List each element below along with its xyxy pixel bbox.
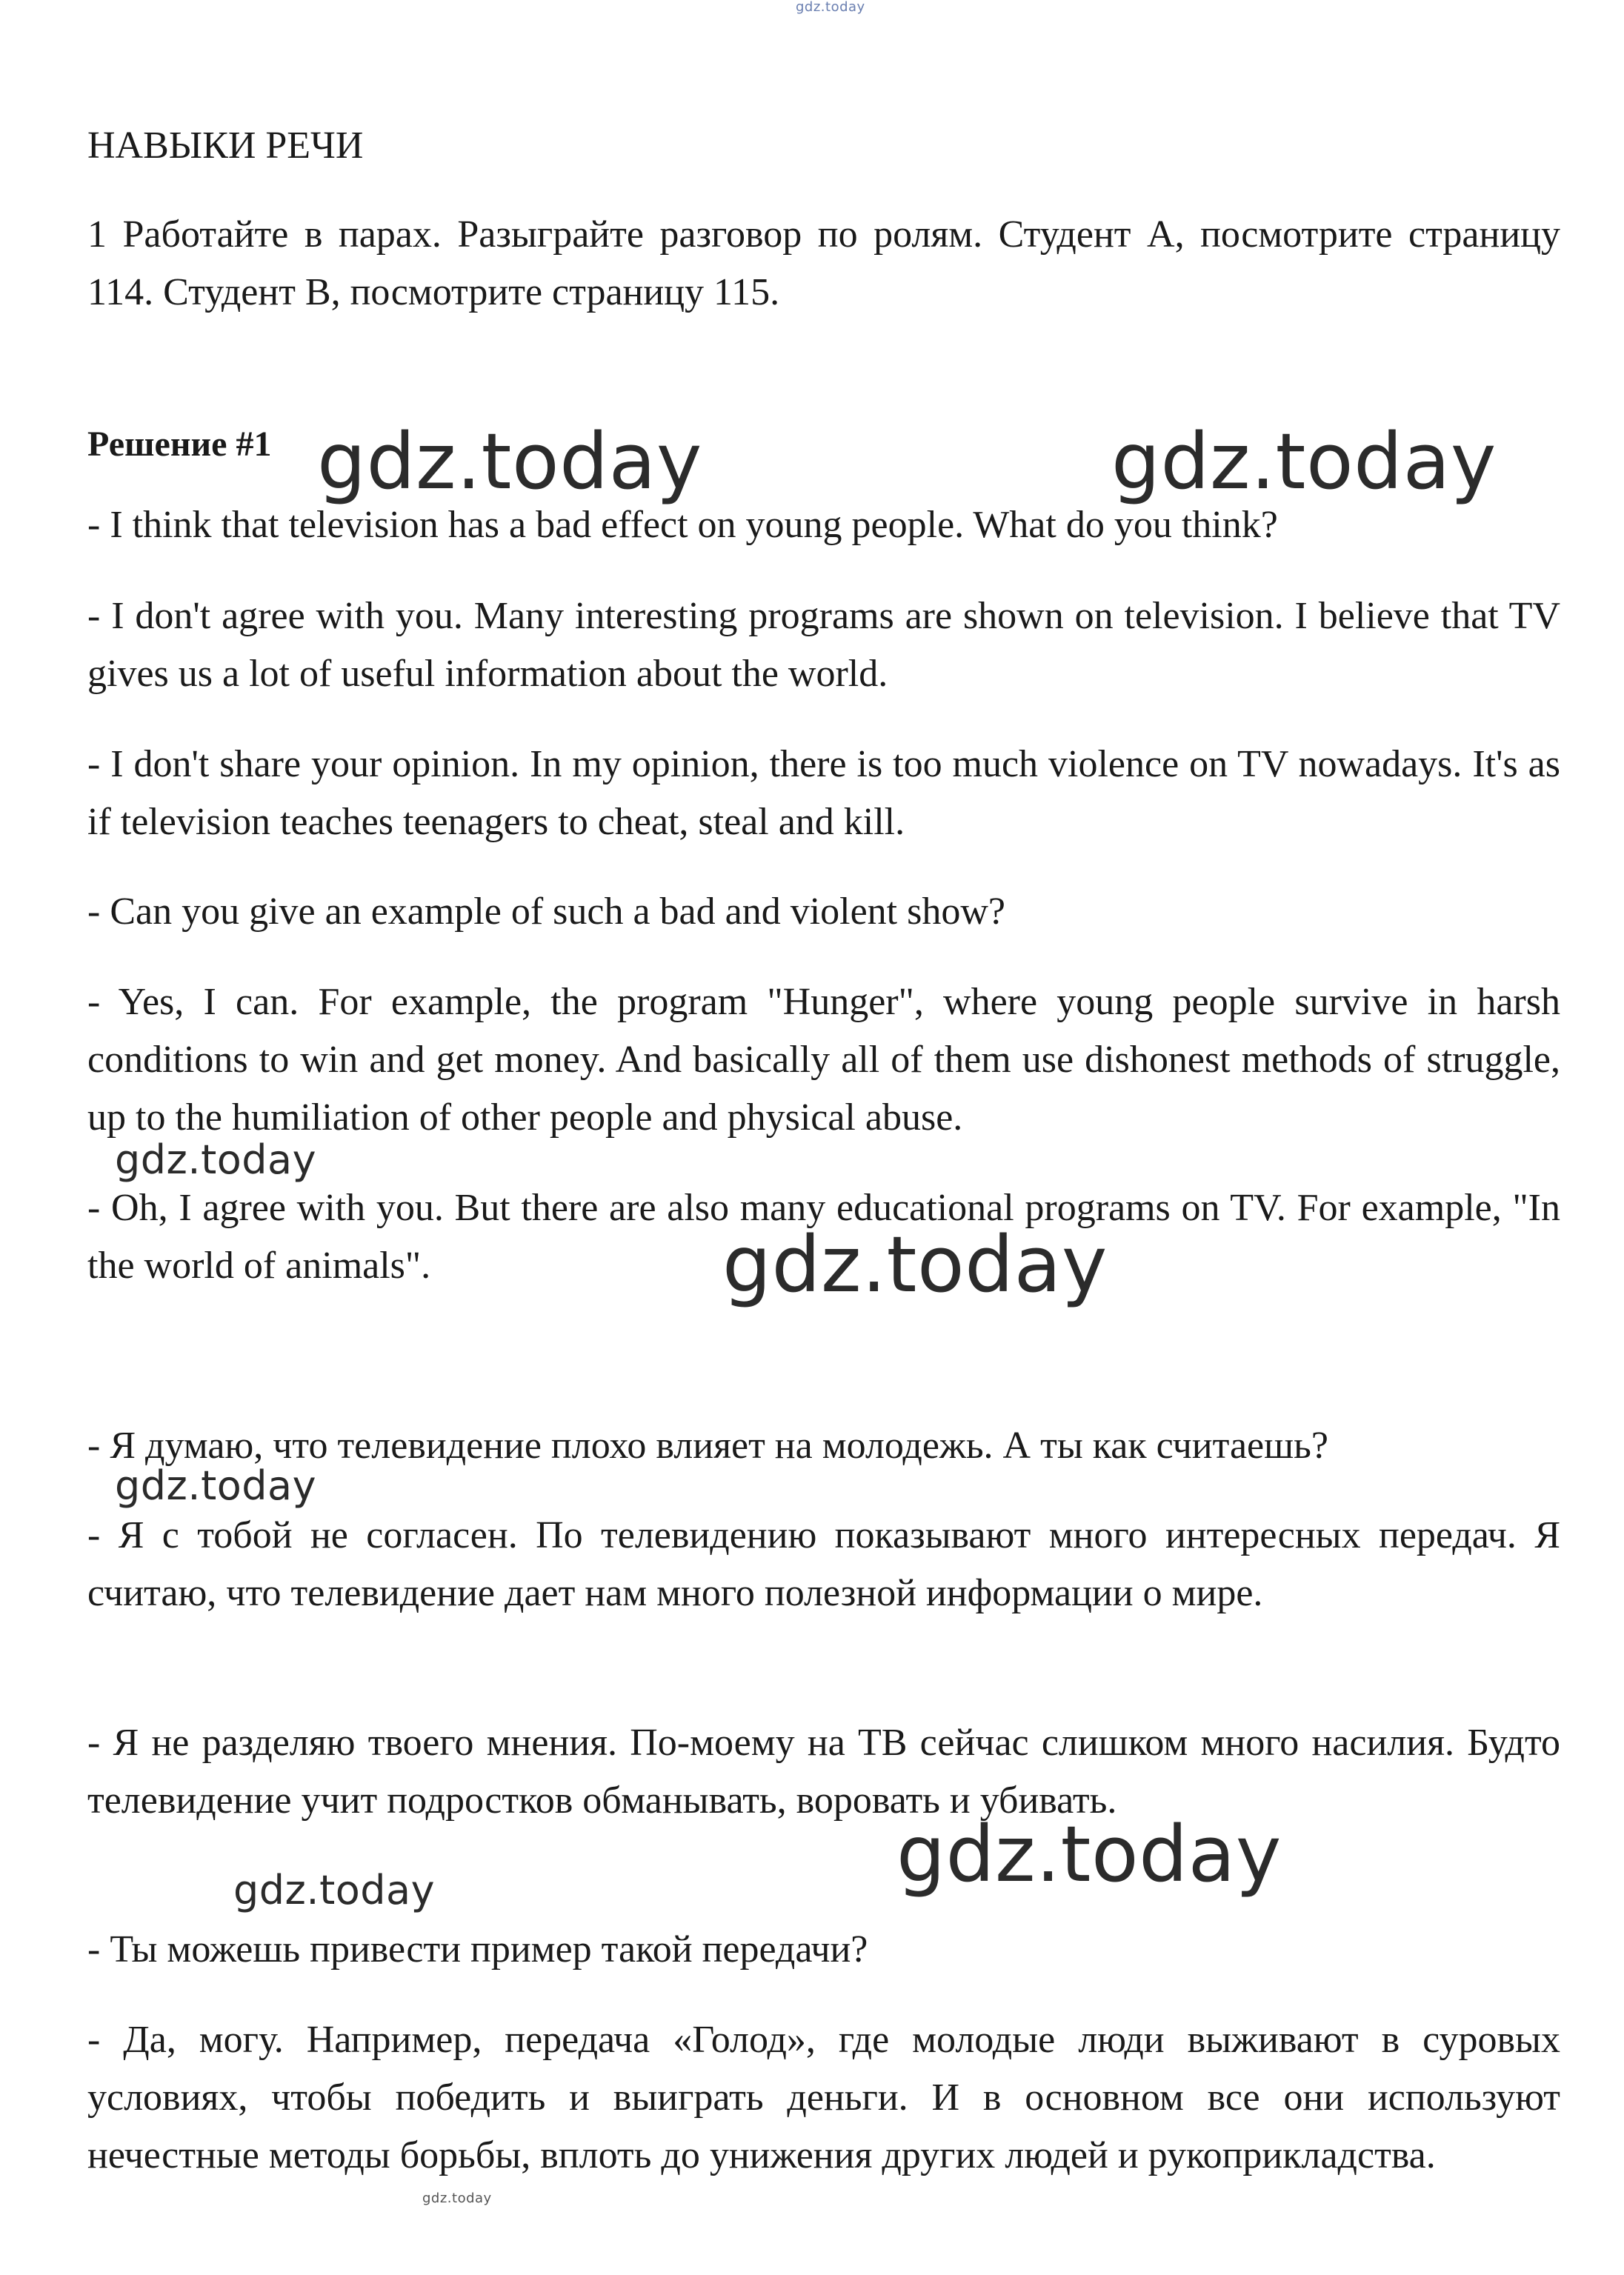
english-line-3: - I don't share your opinion. In my opinion, there is too much violence on TV nowadays. It's as if television teaches teenagers to cheat, steal and kill. bbox=[87, 743, 1560, 843]
watermark-6: gdz.today bbox=[896, 1809, 1282, 1899]
english-line-2: - I don't agree with you. Many interesting programs are shown on television. I believe that TV gives us a lot of useful information about the world. bbox=[87, 595, 1560, 695]
english-line-5: - Yes, I can. For example, the program "Hunger", where young people survive in harsh conditions to win and get money. And basically all of them use dishonest methods of struggle, up to the humiliation of other people and physical abuse. bbox=[87, 981, 1560, 1139]
russian-line-5: - Да, могу. Например, передача «Голод», где молодые люди выживают в суровых условиях, чтобы победить и выиграть деньги. И в основном все они используют нечестные методы борьбы, вплоть до унижения других людей и рукоприкладства. bbox=[87, 2019, 1560, 2176]
top-watermark: gdz.today bbox=[796, 0, 865, 15]
solution-label: Решение #1 bbox=[87, 424, 272, 464]
task-text: 1 Работайте в парах. Разыграйте разговор по ролям. Студент А, посмотрите страницу 114. Студент В, посмотрите страницу 115. bbox=[87, 213, 1560, 313]
english-line-1: - I think that television has a bad effect on young people. What do you think? bbox=[87, 504, 1278, 546]
watermark-1: gdz.today bbox=[317, 416, 702, 507]
russian-line-4: - Ты можешь привести пример такой передачи? bbox=[87, 1928, 868, 1971]
watermark-5: gdz.today bbox=[115, 1462, 317, 1509]
russian-line-2: - Я с тобой не согласен. По телевидению показывают много интересных передач. Я считаю, что телевидение дает нам много полезной информации о мире. bbox=[87, 1514, 1560, 1614]
russian-line-1: - Я думаю, что телевидение плохо влияет на молодежь. А ты как считаешь? bbox=[87, 1425, 1328, 1467]
watermark-3: gdz.today bbox=[115, 1136, 317, 1183]
section-heading: НАВЫКИ РЕЧИ bbox=[87, 124, 364, 167]
english-line-6: - Oh, I agree with you. But there are also many educational programs on TV. For example, "In the world of animals". bbox=[87, 1187, 1560, 1287]
russian-line-3: - Я не разделяю твоего мнения. По-моему на ТВ сейчас слишком много насилия. Будто телевидение учит подростков обманывать, воровать и убивать. bbox=[87, 1722, 1560, 1822]
watermark-8: gdz.today bbox=[422, 2191, 492, 2206]
english-line-4: - Can you give an example of such a bad and violent show? bbox=[87, 890, 1005, 933]
watermark-2: gdz.today bbox=[1111, 416, 1497, 507]
watermark-7: gdz.today bbox=[233, 1867, 436, 1913]
watermark-4: gdz.today bbox=[722, 1219, 1108, 1310]
